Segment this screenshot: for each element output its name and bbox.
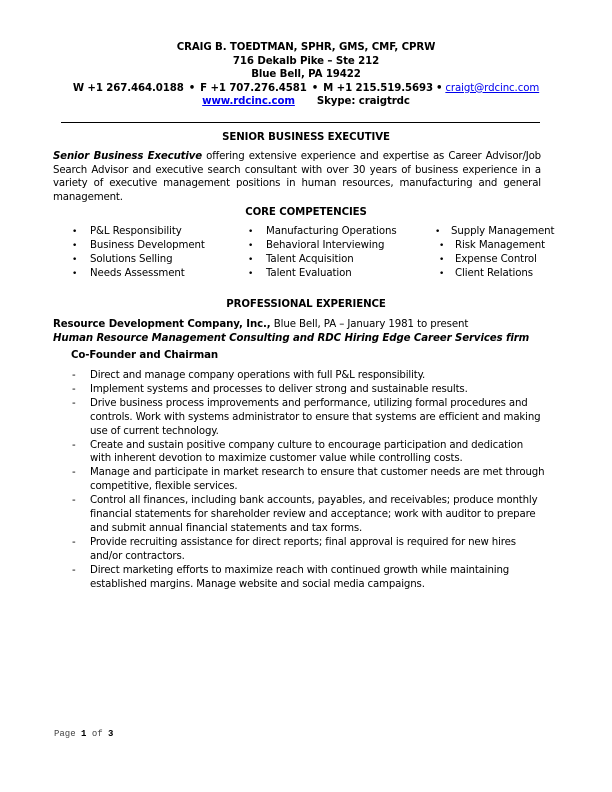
duty-item: - Direct marketing efforts to maximize reach with continued growth while maintaining established margins. Manage website and social media campaigns. <box>72 564 510 590</box>
company-name: Resource Development Company, Inc., <box>53 319 271 330</box>
duty-item: - Control all finances, including bank accounts, payables, and receivables; produce monthly financial statements for shareholder review and acceptance; work with auditor to prepare and submit annual financial statements and tax forms. <box>72 495 538 534</box>
dash-bullet-icon: - <box>72 397 76 409</box>
bullet-icon: • <box>439 269 445 279</box>
duty-item: - Manage and participate in market research to ensure that customer needs are met through competitive, flexible services. <box>72 467 545 493</box>
summary-heading: SENIOR BUSINESS EXECUTIVE <box>222 132 390 143</box>
company-tagline: Human Resource Management Consulting and RDC Hiring Edge Career Services firm <box>53 332 530 344</box>
competencies-column-1 <box>72 225 205 281</box>
competency-item: • Talent Evaluation <box>248 268 352 279</box>
dash-bullet-icon: - <box>72 439 76 451</box>
dash-bullet-icon: - <box>72 467 76 479</box>
of-label: of <box>91 729 103 739</box>
separator-dot: • <box>188 82 196 94</box>
summary-body: offering extensive experience and expertise as Career Advisor/Job Search Advisor and executive search consultant with over 30 years of business experience in a variety of executive management positions in human resources, manufacturing and general management. <box>53 151 541 203</box>
duty-item: - Direct and manage company operations with full P&L responsibility. <box>72 370 426 381</box>
competency-item: • Behavioral Interviewing <box>248 240 385 251</box>
bullet-icon: • <box>72 269 78 279</box>
bullet-icon: • <box>72 227 78 237</box>
mobile-phone: M +1 215.519.5693 <box>323 82 433 94</box>
competency-item: • Needs Assessment <box>72 268 185 279</box>
bullet-icon: • <box>435 227 441 237</box>
bullet-icon: • <box>248 241 254 251</box>
duty-item: - Create and sustain positive company culture to encourage participation and dedication with inherent devotion to maximize customer value while controlling costs. <box>72 439 524 465</box>
bullet-icon: • <box>248 255 254 265</box>
competency-item: • P&L Responsibility <box>72 226 182 237</box>
phone-line <box>0 82 612 96</box>
bullet-icon: • <box>72 241 78 251</box>
company-block <box>53 318 529 345</box>
experience-heading: PROFESSIONAL EXPERIENCE <box>226 299 386 310</box>
address-line-2: Blue Bell, PA 19422 <box>251 69 361 81</box>
summary-paragraph <box>53 150 541 204</box>
duties-list <box>72 369 546 592</box>
dash-bullet-icon: - <box>72 370 76 381</box>
bullet-icon: • <box>248 227 254 237</box>
page-footer <box>54 729 113 739</box>
separator-dot: • <box>435 82 443 94</box>
job-title: Co-Founder and Chairman <box>71 350 219 361</box>
duty-item: - Provide recruiting assistance for direct reports; final approval is required for new hires and/or contractors. <box>72 536 516 562</box>
dash-bullet-icon: - <box>72 536 76 548</box>
dash-bullet-icon: - <box>72 383 76 395</box>
competencies-column-3 <box>435 225 555 281</box>
current-page-number: 1 <box>81 729 87 739</box>
duty-item: - Drive business process improvements and performance, utilizing formal procedures and controls. Work with systems administrator to ensure that systems are efficient and making use of current technology. <box>72 397 541 437</box>
page-label: Page <box>54 729 76 739</box>
competency-item: • Supply Management <box>435 226 555 237</box>
summary-lead: Senior Business Executive <box>53 151 202 162</box>
bullet-icon: • <box>439 241 445 251</box>
skype-handle: Skype: craigtrdc <box>316 96 410 108</box>
company-details: Blue Bell, PA – January 1981 to present <box>270 319 469 330</box>
bullet-icon: • <box>72 255 78 265</box>
dash-bullet-icon: - <box>72 495 76 507</box>
bullet-icon: • <box>439 255 445 265</box>
header-divider <box>61 122 540 123</box>
address-line-1: 716 Dekalb Pike – Ste 212 <box>232 55 380 67</box>
email-link[interactable]: craigt@rdcinc.com <box>445 82 540 94</box>
separator-dot: • <box>311 82 319 94</box>
competencies-column-2 <box>248 225 397 281</box>
website-link[interactable]: www.rdcinc.com <box>202 96 295 108</box>
candidate-name: CRAIG B. TOEDTMAN, SPHR, GMS, CMF, CPRW <box>176 42 436 53</box>
contact-header <box>0 41 612 109</box>
competency-item: • Risk Management <box>439 240 545 251</box>
web-line <box>0 95 612 109</box>
competency-item: • Solutions Selling <box>72 254 173 265</box>
competency-item: • Manufacturing Operations <box>248 226 397 237</box>
duty-item: - Implement systems and processes to deliver strong and sustainable results. <box>72 383 468 395</box>
competency-item: • Expense Control <box>439 254 537 265</box>
competency-item: • Client Relations <box>439 268 533 279</box>
work-phone: W +1 267.464.0188 <box>72 82 184 94</box>
competencies-heading: CORE COMPETENCIES <box>245 207 367 218</box>
total-page-count: 3 <box>108 729 114 739</box>
dash-bullet-icon: - <box>72 564 76 576</box>
competency-item: • Talent Acquisition <box>248 254 354 265</box>
competency-item: • Business Development <box>72 240 205 251</box>
bullet-icon: • <box>248 269 254 279</box>
fax-phone: F +1 707.276.4581 <box>200 82 307 94</box>
